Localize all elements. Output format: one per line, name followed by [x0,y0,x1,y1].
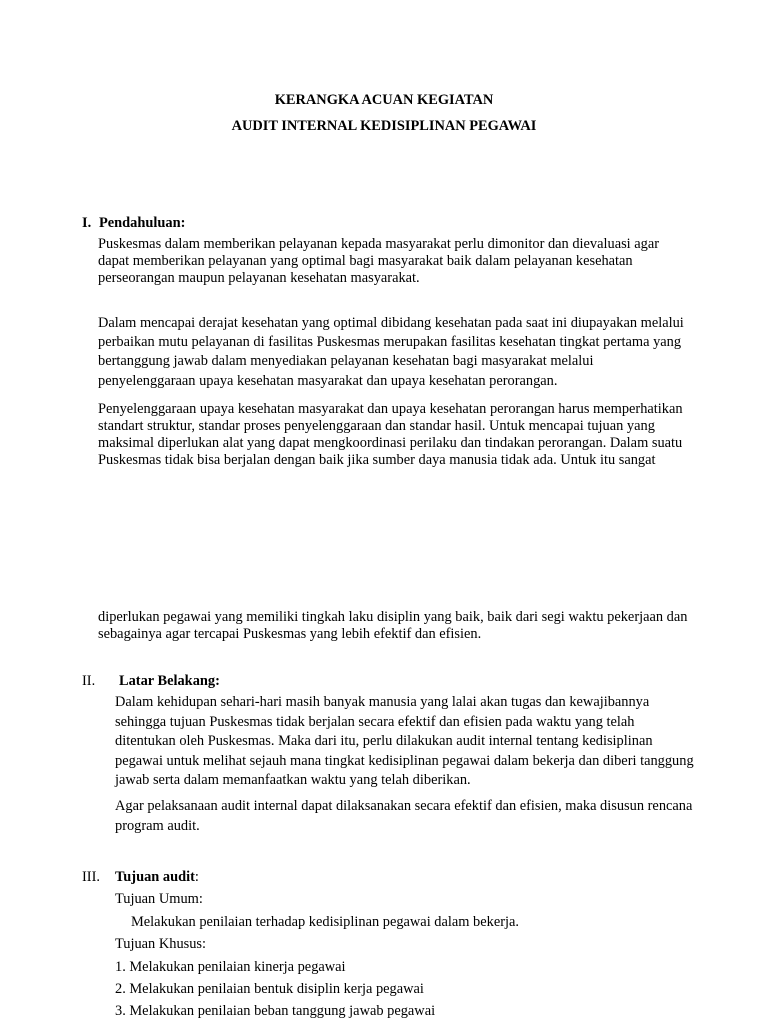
section-1-paragraph-2 [98,314,684,391]
section-2-number: II. [82,673,96,689]
section-3-heading: Tujuan audit [115,869,195,885]
text-line: sehingga tujuan Puskesmas tidak berjalan secara efektif dan efisien pada waktu yang telah [115,713,635,730]
text-line: ditentukan oleh Puskesmas. Maka dari itu, perlu dilakukan audit internal tentang kedisiplinan [115,733,653,749]
tujuan-khusus-item: 3. Melakukan penilaian beban tanggung jawab pegawai [115,1003,436,1019]
tujuan-umum-label: Tujuan Umum: [115,891,203,907]
text-line: Penyelenggaraan upaya kesehatan masyarakat dan upaya kesehatan perorangan harus memperhatikan [98,401,683,417]
section-1-paragraph-4 [98,609,687,643]
section-3-heading-wrap [115,868,199,886]
section-3-number: III. [82,869,100,885]
text-line: pegawai untuk melihat sejauh mana tingkat kedisiplinan pegawai dalam bekerja dan diberi tanggung [115,752,694,769]
document-title: KERANGKA ACUAN KEGIATAN [274,92,494,108]
text-line: Dalam kehidupan sehari-hari masih banyak manusia yang lalai akan tugas dan kewajibannya [115,694,650,710]
section-1-number: I. [82,215,92,231]
text-line: sebagainya agar tercapai Puskesmas yang lebih efektif dan efisien. [98,626,482,642]
text-line: jawab serta dalam memanfaatkan waktu yang telah diberikan. [115,772,471,788]
text-line: perbaikan mutu pelayanan di fasilitas Puskesmas merupakan fasilitas kesehatan tingkat pertama yang [98,334,682,351]
text-line: maksimal diperlukan alat yang dapat mengkoordinasi perilaku dan tindakan perorangan. Dalam suatu [98,435,683,451]
section-1-paragraph-1 [98,236,659,287]
section-1-heading: Pendahuluan: [99,215,186,231]
section-3-heading-colon: : [194,869,199,885]
text-line: program audit. [115,817,200,834]
text-line: Puskesmas tidak bisa berjalan dengan baik jika sumber daya manusia tidak ada. Untuk itu sangat [98,452,656,468]
text-line: Puskesmas dalam memberikan pelayanan kepada masyarakat perlu dimonitor dan dievaluasi agar [98,236,660,252]
text-line: standart struktur, standar proses penyelenggaraan dan standar hasil. Untuk mencapai tujuan yang [98,418,655,434]
section-1-paragraph-3 [98,401,683,469]
tujuan-khusus-item: 2. Melakukan penilaian bentuk disiplin kerja pegawai [115,981,424,997]
tujuan-khusus-item: 1. Melakukan penilaian kinerja pegawai [115,959,346,975]
text-line: Agar pelaksanaan audit internal dapat dilaksanakan secara efektif dan efisien, maka disusun rencana [115,798,693,814]
text-line: Dalam mencapai derajat kesehatan yang optimal dibidang kesehatan pada saat ini diupayakan melalui [98,315,684,331]
tujuan-umum-text: Melakukan penilaian terhadap kedisiplinan pegawai dalam bekerja. [131,914,519,930]
document-subtitle: AUDIT INTERNAL KEDISIPLINAN PEGAWAI [231,118,537,134]
text-line: perseorangan maupun pelayanan kesehatan masyarakat. [98,270,420,286]
tujuan-khusus-label: Tujuan Khusus: [115,936,207,952]
text-line: penyelenggaraan upaya kesehatan masyarakat dan upaya kesehatan perorangan. [98,372,558,389]
section-2-paragraph-1 [115,693,694,791]
text-line: dapat memberikan pelayanan yang optimal bagi masyarakat baik dalam pelayanan kesehatan [98,253,633,269]
section-2-paragraph-2 [115,797,692,836]
text-line: bertanggung jawab dalam menyediakan pelayanan kesehatan bagi masyarakat melalui [98,353,594,370]
section-2-heading: Latar Belakang: [119,673,220,689]
text-line: diperlukan pegawai yang memiliki tingkah laku disiplin yang baik, baik dari segi waktu pekerjaan dan [98,609,688,625]
